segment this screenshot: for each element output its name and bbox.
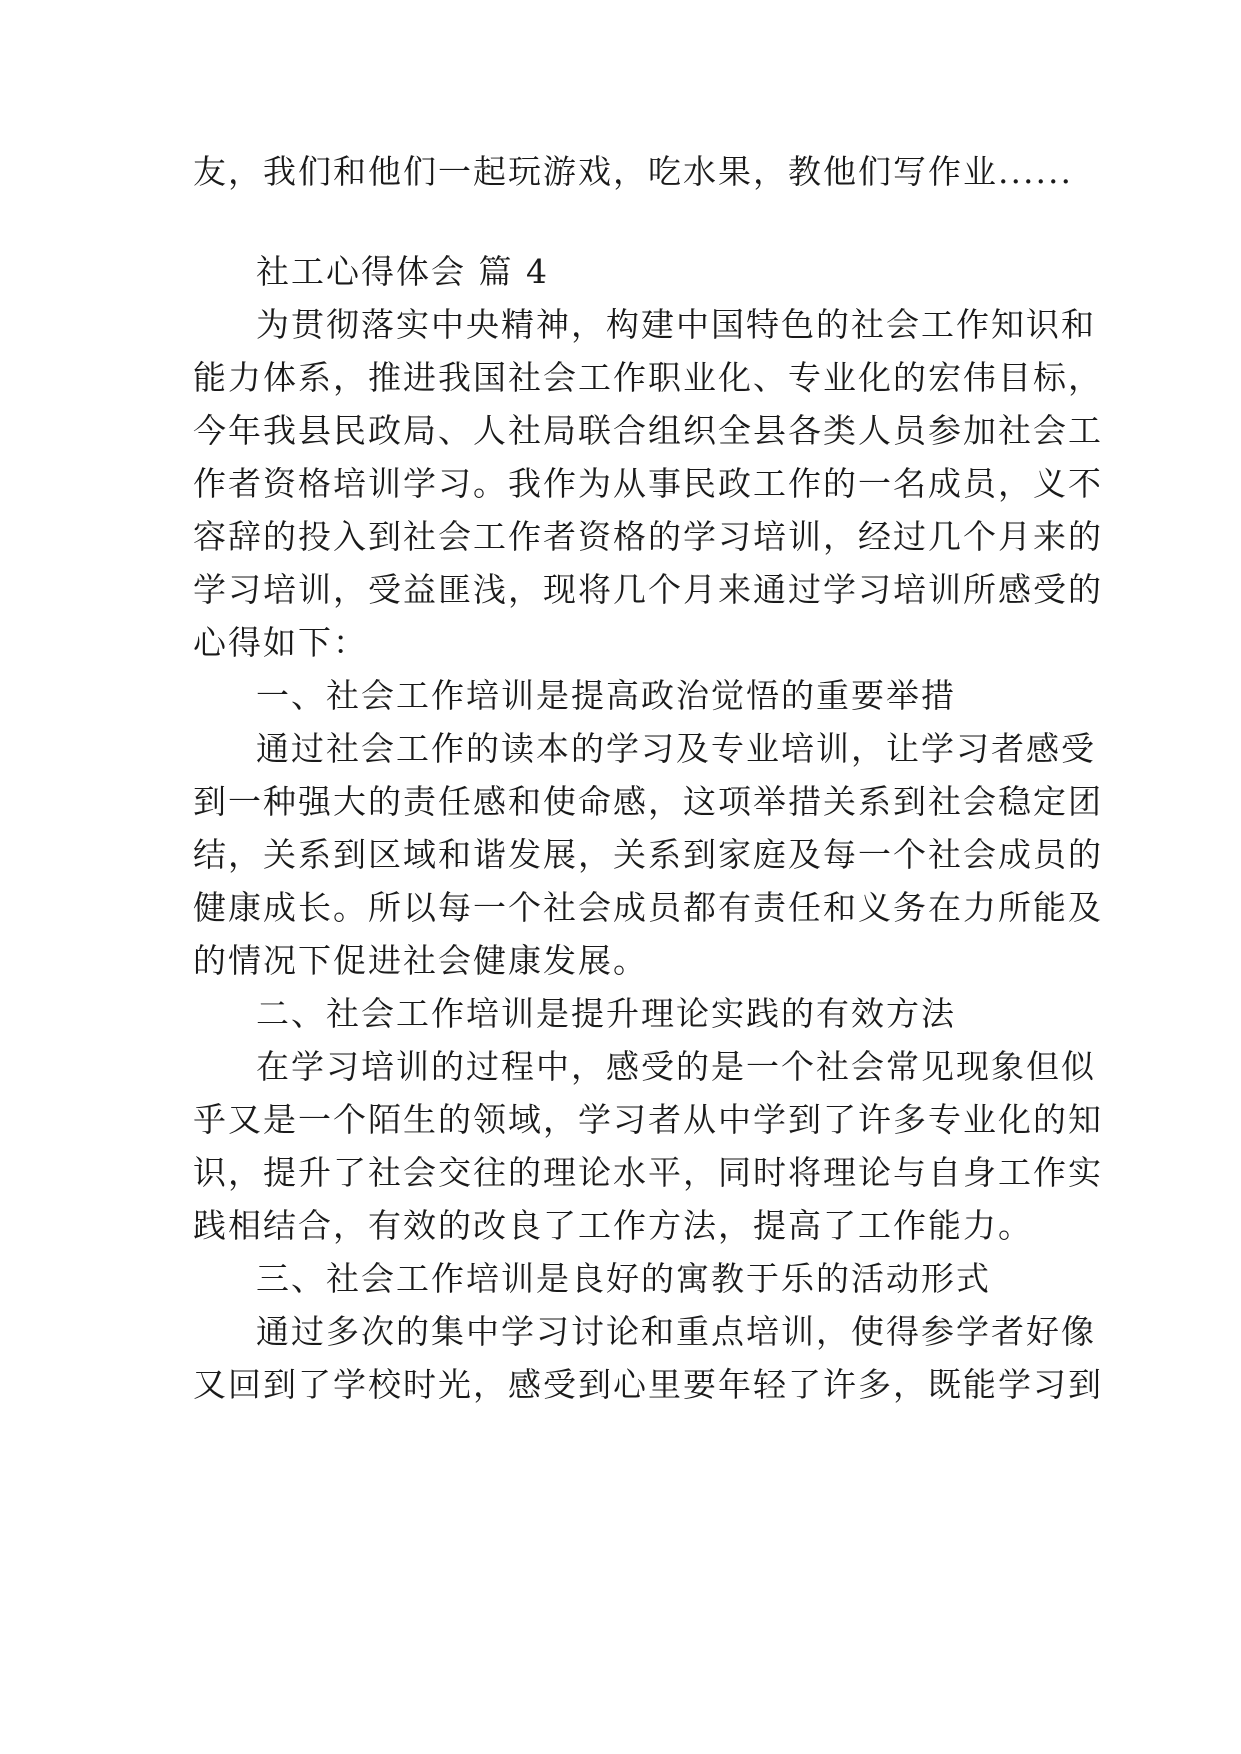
- subheading: 一、社会工作培训是提高政治觉悟的重要举措: [256, 676, 956, 715]
- text-line: 能力体系，推进我国社会工作职业化、专业化的宏伟目标，: [193, 358, 1103, 397]
- text-line: 在学习培训的过程中，感受的是一个社会常见现象但似: [256, 1047, 1096, 1086]
- subheading: 三、社会工作培训是良好的寓教于乐的活动形式: [256, 1259, 991, 1298]
- subheading: 二、社会工作培训是提升理论实践的有效方法: [256, 994, 956, 1033]
- text-line: 结，关系到区域和谐发展，关系到家庭及每一个社会成员的: [193, 835, 1103, 874]
- text-line: 通过社会工作的读本的学习及专业培训，让学习者感受: [256, 729, 1096, 768]
- text-line: 为贯彻落实中央精神，构建中国特色的社会工作知识和: [256, 305, 1096, 344]
- text-line: 友，我们和他们一起玩游戏，吃水果，教他们写作业......: [193, 152, 1073, 191]
- text-line: 乎又是一个陌生的领域，学习者从中学到了许多专业化的知: [193, 1100, 1103, 1139]
- text-line: 作者资格培训学习。我作为从事民政工作的一名成员，义不: [193, 464, 1103, 503]
- text-line: 到一种强大的责任感和使命感，这项举措关系到社会稳定团: [193, 782, 1103, 821]
- text-line: 又回到了学校时光，感受到心里要年轻了许多，既能学习到: [193, 1365, 1103, 1404]
- text-line: 今年我县民政局、人社局联合组织全县各类人员参加社会工: [193, 411, 1103, 450]
- text-line: 的情况下促进社会健康发展。: [193, 941, 648, 980]
- text-line: 心得如下：: [193, 623, 368, 662]
- text-line: 识，提升了社会交往的理论水平，同时将理论与自身工作实: [193, 1153, 1103, 1192]
- text-line: 通过多次的集中学习讨论和重点培训，使得参学者好像: [256, 1312, 1096, 1351]
- text-line: 学习培训，受益匪浅，现将几个月来通过学习培训所感受的: [193, 570, 1103, 609]
- text-line: 践相结合，有效的改良了工作方法，提高了工作能力。: [193, 1206, 1033, 1245]
- text-line: 容辞的投入到社会工作者资格的学习培训，经过几个月来的: [193, 517, 1103, 556]
- text-line: 健康成长。所以每一个社会成员都有责任和义务在力所能及: [193, 888, 1103, 927]
- section-heading: 社工心得体会 篇 4: [256, 252, 549, 291]
